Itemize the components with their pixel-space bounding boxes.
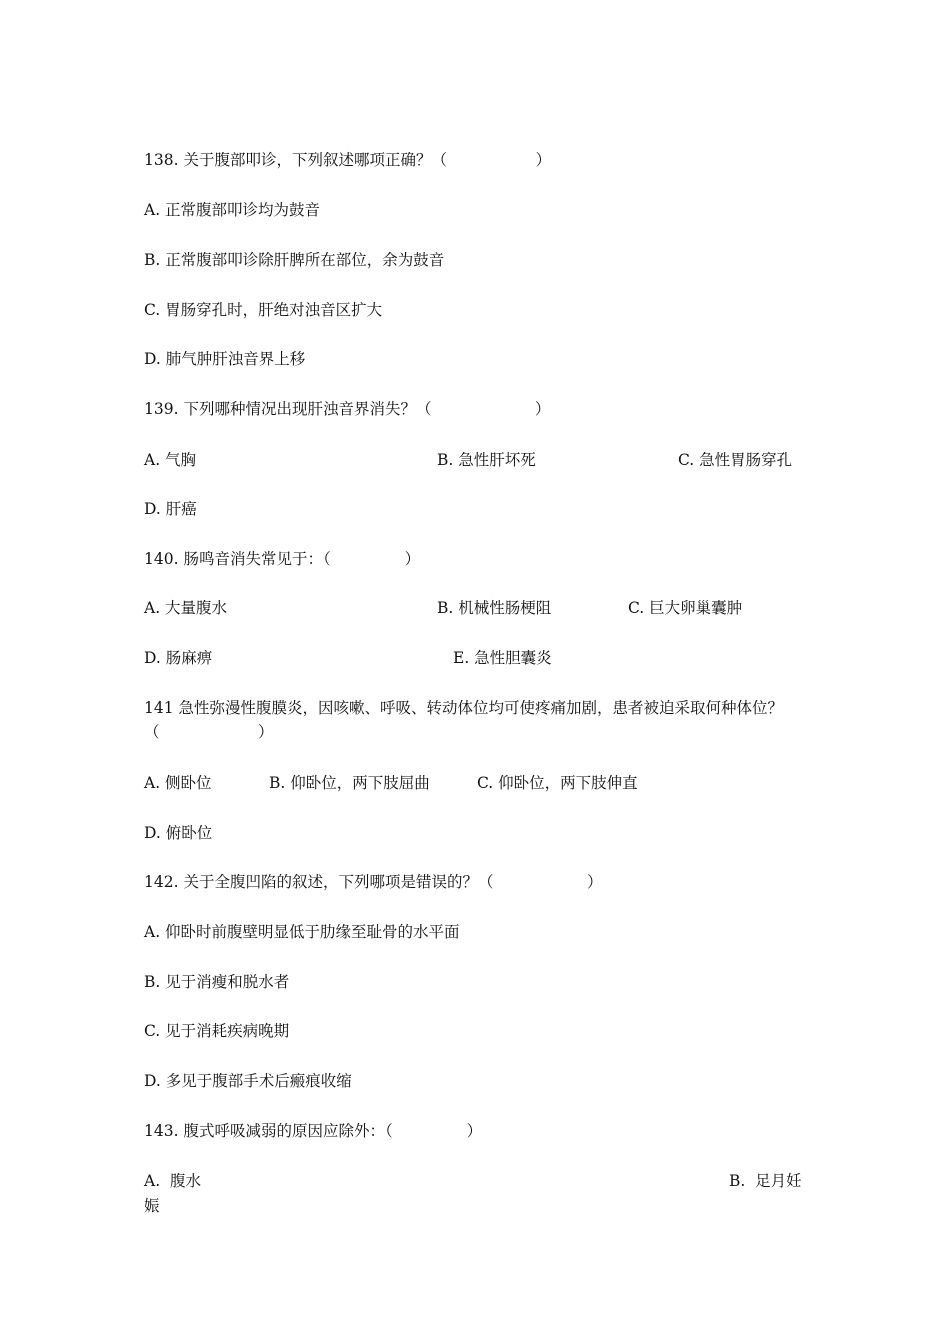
question-143-option-b-continued: 娠: [144, 1197, 160, 1215]
question-142-option-a: A. 仰卧时前腹壁明显低于肋缘至耻骨的水平面: [144, 923, 460, 941]
question-141-answer-blank: （ ）: [144, 723, 274, 741]
question-140-option-c: C. 巨大卵巢囊肿: [628, 599, 743, 617]
question-140-option-d: D. 肠麻痹: [144, 649, 213, 667]
question-138-stem: 138. 关于腹部叩诊，下列叙述哪项正确？（ ）: [144, 151, 552, 169]
question-140-option-b: B. 机械性肠梗阻: [437, 599, 552, 617]
question-139-option-b: B. 急性肝坏死: [437, 451, 536, 469]
question-139-option-c: C. 急性胃肠穿孔: [678, 451, 793, 469]
question-142-option-c: C. 见于消耗疾病晚期: [144, 1022, 290, 1040]
question-139-option-a: A. 气胸: [144, 451, 197, 469]
question-140-option-a: A. 大量腹水: [144, 599, 228, 617]
question-142-option-d: D. 多见于腹部手术后瘢痕收缩: [144, 1072, 352, 1090]
question-141-option-d: D. 俯卧位: [144, 824, 213, 842]
question-138-option-b: B. 正常腹部叩诊除肝脾所在部位，余为鼓音: [144, 251, 445, 269]
question-141-option-c: C. 仰卧位，两下肢伸直: [477, 774, 638, 792]
question-141-stem: 141 急性弥漫性腹膜炎，因咳嗽、呼吸、转动体位均可使疼痛加剧，患者被迫采取何种体位？: [144, 699, 784, 717]
question-138-option-d: D. 肺气肿肝浊音界上移: [144, 350, 306, 368]
question-142-option-b: B. 见于消瘦和脱水者: [144, 973, 290, 991]
question-139-option-d: D. 肝癌: [144, 500, 197, 518]
question-142-stem: 142. 关于全腹凹陷的叙述，下列哪项是错误的？（ ）: [144, 873, 603, 891]
question-138-option-a: A. 正常腹部叩诊均为鼓音: [144, 201, 321, 219]
question-141-option-a: A. 侧卧位: [144, 774, 212, 792]
question-143-option-b: B. 足月妊: [729, 1172, 802, 1190]
question-143-stem: 143. 腹式呼吸减弱的原因应除外：（ ）: [144, 1122, 483, 1140]
question-140-option-e: E. 急性胆囊炎: [453, 649, 552, 667]
question-138-option-c: C. 胃肠穿孔时，肝绝对浊音区扩大: [144, 301, 383, 319]
question-140-stem: 140. 肠鸣音消失常见于：（ ）: [144, 550, 421, 568]
question-141-option-b: B. 仰卧位，两下肢屈曲: [269, 774, 430, 792]
question-143-option-a: A. 腹水: [144, 1172, 201, 1190]
question-139-stem: 139. 下列哪种情况出现肝浊音界消失？（ ）: [144, 400, 551, 418]
